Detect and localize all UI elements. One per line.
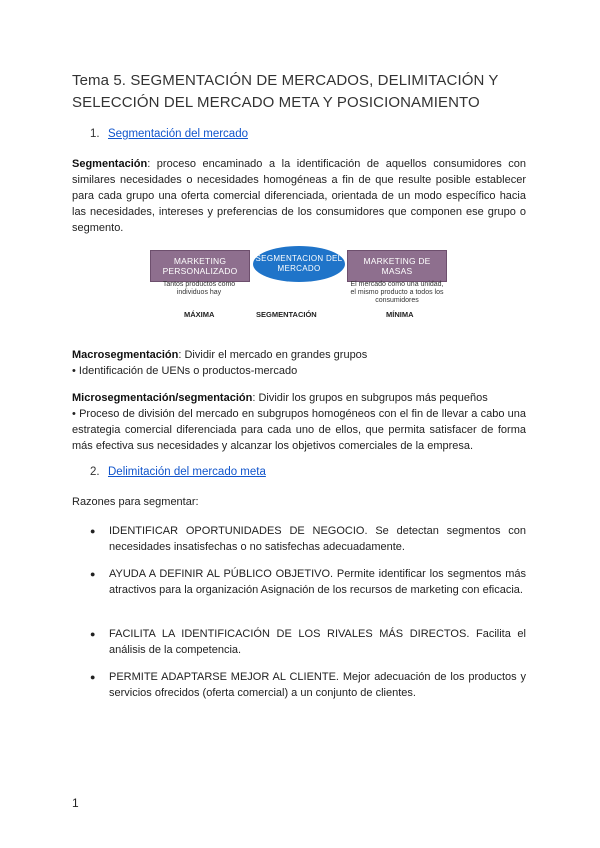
section-link-delimitacion[interactable]: Delimitación del mercado meta	[108, 466, 266, 478]
list-item	[90, 626, 526, 658]
section-number: 1.	[90, 128, 100, 140]
section-link-segmentacion[interactable]: Segmentación del mercado	[108, 128, 248, 140]
right-caption: El mercado como una unidad, el mismo producto a todos los consumidores	[350, 281, 444, 304]
bullet-icon: ●	[90, 526, 96, 536]
list-item	[90, 523, 526, 555]
axis-label-minima: MÍNIMA	[386, 310, 414, 319]
microsegmentacion-block	[72, 390, 526, 454]
macro-text: : Dividir el mercado en grandes grupos	[178, 349, 368, 361]
axis-label-maxima: MÁXIMA	[184, 310, 215, 319]
section-heading-delimitacion	[90, 466, 266, 478]
macrosegmentacion-block	[72, 347, 526, 379]
reasons-intro: Razones para segmentar:	[72, 496, 199, 508]
marketing-masas-box: MARKETING DE MASAS	[347, 250, 447, 282]
axis-label-segmentacion: SEGMENTACIÓN	[256, 310, 317, 319]
list-item	[90, 566, 526, 598]
list-item	[90, 669, 526, 701]
bullet-icon: ●	[90, 569, 96, 579]
section-number: 2.	[90, 466, 100, 478]
page-number: 1	[72, 796, 79, 810]
bullet-icon: ●	[90, 672, 96, 682]
segmentacion-mercado-ellipse: SEGMENTACION DEL MERCADO	[253, 246, 345, 282]
reason-text: IDENTIFICAR OPORTUNIDADES DE NEGOCIO. Se detectan segmentos con necesidades insatisfechas o no satisfechas adecuadamente.	[109, 525, 526, 553]
micro-text: : Dividir los grupos en subgrupos más pequeños	[252, 392, 488, 404]
macro-bullet: • Identificación de UENs o productos-mercado	[72, 365, 298, 377]
definition-text: : proceso encaminado a la identificación de aquellos consumidores con similares necesidades o necesidades homogéneas a fin de que resulte posible establecer para cada grupo una oferta comercial diferenciada, orientada de un modo específico hacia las necesidades, intereses y preferencias de los consumidores que componen ese grupo o segmento.	[72, 158, 526, 234]
term-segmentacion: Segmentación	[72, 158, 148, 170]
reason-text: PERMITE ADAPTARSE MEJOR AL CLIENTE. Mejor adecuación de los productos y servicios ofrecidos (oferta comercial) a un conjunto de clientes.	[109, 671, 526, 699]
reason-text: FACILITA LA IDENTIFICACIÓN DE LOS RIVALES MÁS DIRECTOS. Facilita el análisis de la competencia.	[109, 628, 526, 656]
left-caption: Tantos productos como individuos hay	[162, 281, 236, 296]
marketing-personalizado-box: MARKETING PERSONALIZADO	[150, 250, 250, 282]
segmentacion-definition	[72, 156, 526, 236]
micro-bullet: • Proceso de división del mercado en subgrupos homogéneos con el fin de llevar a cabo una estrategia comercial diferenciada para cada uno de ellos, que permita satisfacer de forma más efectiva sus necesidades y alcanzar los objetivos comerciales de la empresa.	[72, 408, 526, 452]
bullet-icon: ●	[90, 629, 96, 639]
reason-text: AYUDA A DEFINIR AL PÚBLICO OBJETIVO. Permite identificar los segmentos más atractivos para la organización Asignación de los recursos de marketing con eficacia.	[109, 568, 526, 596]
term-microsegmentacion: Microsegmentación/segmentación	[72, 392, 253, 404]
segmentation-diagram	[150, 244, 450, 326]
section-heading-segmentacion	[90, 128, 248, 140]
term-macrosegmentacion: Macrosegmentación	[72, 349, 179, 361]
page-title: Tema 5. SEGMENTACIÓN DE MERCADOS, DELIMITACIÓN Y SELECCIÓN DEL MERCADO META Y POSICIONAMIENTO	[72, 72, 499, 111]
